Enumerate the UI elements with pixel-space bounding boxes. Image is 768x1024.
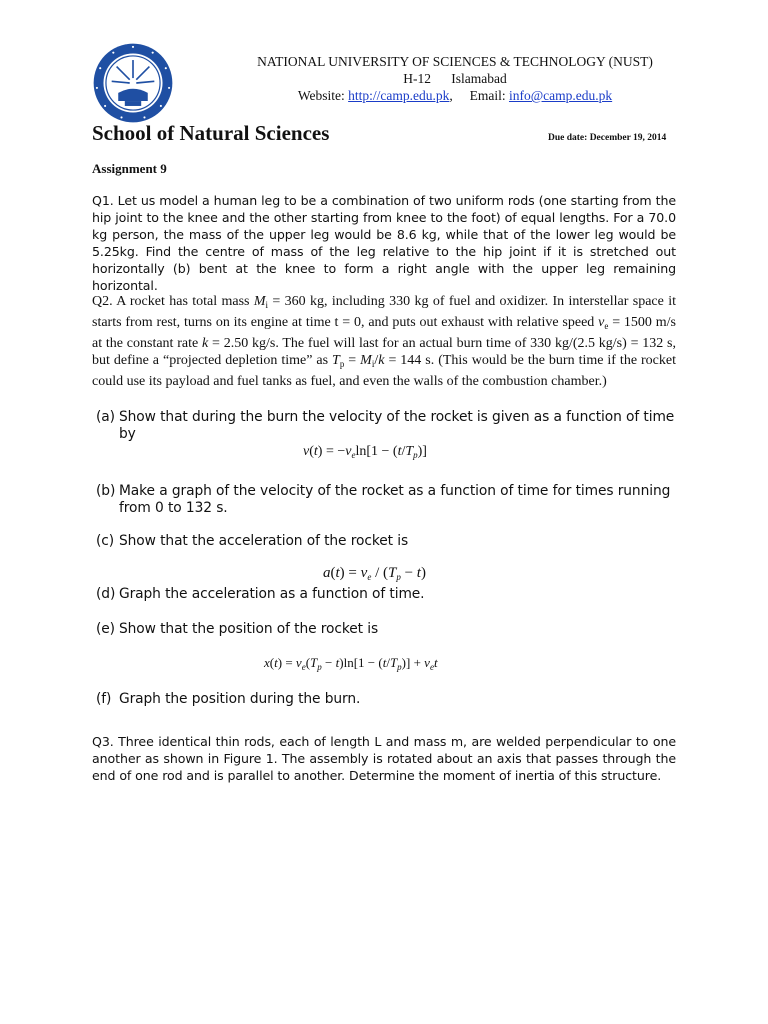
part-text: Graph the acceleration as a function of time. [119,586,425,602]
part-label: (b) [96,483,116,499]
contact-line: Website: http://camp.edu.pk, Email: info@camp.edu.pk [297,88,613,103]
website-label: Website: [297,88,349,103]
part-label: (c) [96,533,115,549]
q2-text-c: = 1500 m/s at the constant rate [92,315,676,351]
due-date: Due date: December 19, 2014 [548,133,667,143]
website-link[interactable]: http://camp.edu.pk [348,88,450,103]
position-equation: $x(t) = v_e(T_p - t)\ln[1 - (t/T_p)] + v_et$ [264,655,438,672]
part-label: (e) [96,621,115,637]
q2-part-d [96,586,676,603]
part-text: Show that the acceleration of the rocket is [119,533,409,549]
part-text: Show that the position of the rocket is [119,621,379,637]
part-text: Graph the position during the burn. [119,691,361,707]
part-label: (a) [96,409,115,425]
q2-part-f [96,691,676,708]
q2-part-e [96,621,676,638]
q2-text-e: = 144 s. (This would be the burn time if the rocket could use its payload and fuel tanks as fuel, and even the walls of the combustion chamber.) [92,353,676,389]
university-name: NATIONAL UNIVERSITY OF SCIENCES & TECHNOLOGY (NUST) [257,54,653,69]
part-label: (f) [96,691,112,707]
university-logo [92,42,174,124]
question-1: Q1. Let us model a human leg to be a combination of two uniform rods (one starting from the hip joint to the knee and the other starting from knee to the foot) of equal lengths. For a 70.0 kg person, the mass of the upper leg would be 8.6 kg, while that of the lower leg would be 5.25kg. Find the centre of mass of the leg relative to the hip joint if it is stretched out horizontally (b) bent at the knee to form a right angle with the upper leg remaining horizontal. [92,193,676,293]
q2-part-b [96,483,676,517]
part-text: Show that during the burn the velocity of the rocket is given as a function of time by [119,409,675,442]
email-label: Email: [469,88,509,103]
part-text: Make a graph of the velocity of the rocket as a function of time for times running from 0 to 132 s. [119,483,671,516]
question-3: Q3. Three identical thin rods, each of length L and mass m, are welded perpendicular to one another as shown in Figure 1. The assembly is rotated about an axis that passes through the end of one rod and is parallel to another. Determine the moment of inertia of this structure. [92,734,676,783]
q2-part-a [96,409,676,443]
email-link[interactable]: info@camp.edu.pk [508,88,613,103]
assignment-title: Assignment 9 [92,161,167,176]
school-title: School of Natural Sciences [92,121,330,145]
q2-text-b: = 360 kg, including 330 kg of fuel and oxidizer. In interstellar space it starts from rest, turns on its engine at time t = 0, and puts out exhaust with relative speed [92,294,676,330]
q2-part-c [96,533,676,550]
acceleration-equation: $a(t) = v_e / (T_p - t)$ [323,565,426,582]
part-label: (d) [96,586,116,602]
question-2-intro: Q2. A rocket has total mass $M_i = 360$ kg, including 330 kg of fuel and oxidizer. In interstellar space it starts from rest, turns on its engine at time t = 0, and puts out exhaust with relative speed $v_e = 1500$ m/s at the constant rate k = 2.50 kg/s. The fuel will last for an actual burn time of 330 kg/(2.5 kg/s) = 132 s, but define a “projected depletion time” as $T_p = M_i/k = 144$ s. (This would be the burn time if the rocket could use its payload and fuel tanks as fuel, and even the walls of the combustion chamber.) [92,294,676,389]
university-location: H-12 Islamabad [403,71,507,86]
q2-text-a: Q2. A rocket has total mass [92,294,254,309]
velocity-equation: $v(t) = -v_e\ln[1 - (t/T_p)]$ [303,444,427,460]
q2-text-d: = 2.50 kg/s. The fuel will last for an actual burn time of 330 kg/(2.5 kg/s) = 132 s, but define a “projected depletion time” as [92,336,676,368]
